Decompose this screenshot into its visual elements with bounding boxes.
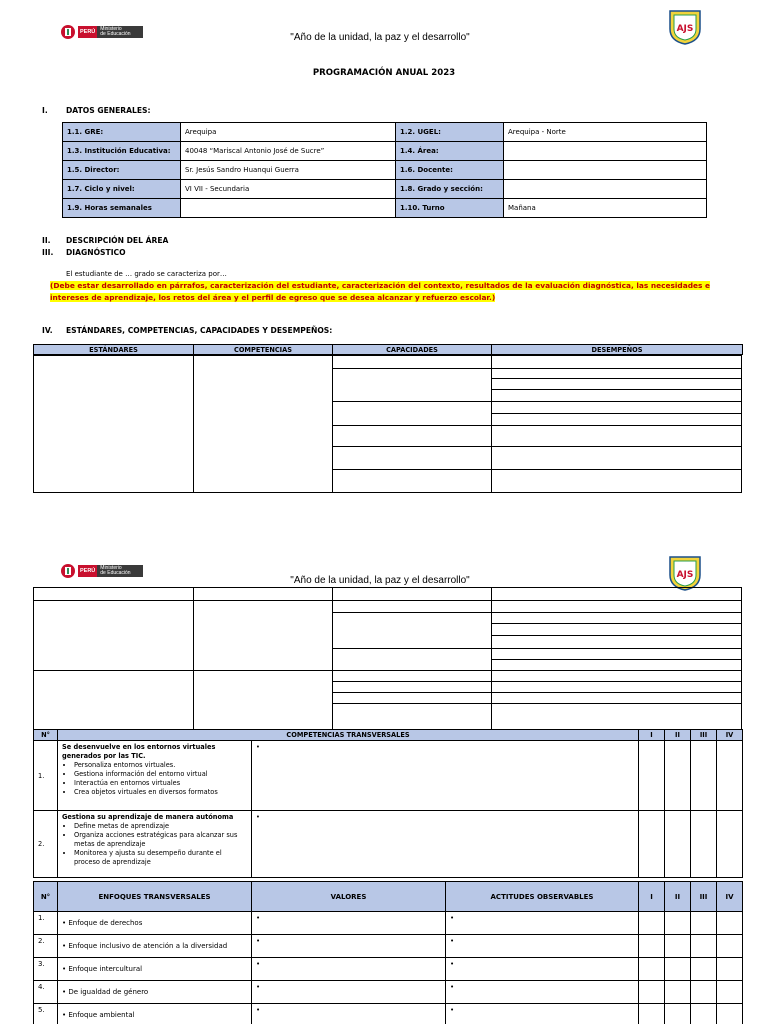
- col-capacidades: CAPACIDADES: [333, 345, 492, 355]
- competency-description: [58, 741, 252, 811]
- capacidad-cell: [332, 355, 492, 369]
- bimester-cell: [691, 958, 717, 981]
- bimester-cell: [665, 958, 691, 981]
- bimester-cell: [691, 741, 717, 811]
- col-competencias-transversales: COMPETENCIAS TRANSVERSALES: [58, 730, 639, 741]
- standards-cell: [33, 600, 194, 671]
- value-cell: •: [252, 981, 446, 1004]
- value-cell: •: [252, 1004, 446, 1024]
- col-bim-iv: IV: [717, 882, 743, 912]
- desempeno-cell: [491, 469, 742, 493]
- col-actitudes: ACTITUDES OBSERVABLES: [446, 882, 639, 912]
- bimester-cell: [691, 935, 717, 958]
- ministry-logo: [60, 563, 144, 579]
- school-logo-text: AJS: [676, 24, 694, 34]
- capacity-item: • Gestiona información del entorno virtual: [74, 770, 247, 779]
- col-bim-i: I: [639, 730, 665, 741]
- datos-value: Mañana: [504, 199, 707, 218]
- bimester-cell: [639, 811, 665, 878]
- standards-cell: [33, 355, 194, 493]
- competencias-cell: [193, 587, 333, 601]
- school-logo-text: AJS: [676, 570, 694, 580]
- school-crest-icon: [668, 555, 702, 591]
- bimester-cell: [691, 981, 717, 1004]
- bimester-cell: [691, 811, 717, 878]
- col-num: N°: [34, 730, 58, 741]
- capacidad-cell: [332, 446, 492, 470]
- capacity-item: • Organiza acciones estratégicas para alcanzar sus metas de aprendizaje: [74, 831, 247, 849]
- datos-value: Sr. Jesús Sandro Huanqui Guerra: [181, 161, 396, 180]
- ministry-name: Ministerio de Educación: [97, 565, 143, 577]
- datos-label: 1.3. Institución Educativa:: [63, 142, 181, 161]
- approach-name: [58, 1004, 252, 1024]
- standards-grid: [33, 355, 742, 493]
- datos-label: 1.7. Ciclo y nivel:: [63, 180, 181, 199]
- datos-row: [63, 199, 707, 218]
- approach-name: [58, 912, 252, 935]
- transversal-row: [34, 811, 743, 878]
- bimester-cell: [639, 741, 665, 811]
- peru-label: PERÚ: [78, 26, 97, 38]
- approach-row: [34, 958, 743, 981]
- section-i-heading: I. DATOS GENERALES:: [42, 106, 151, 115]
- transversal-approaches-table: [33, 881, 743, 1024]
- bimester-cell: [665, 811, 691, 878]
- capacity-item: • Define metas de aprendizaje: [74, 822, 247, 831]
- standards-table-header: [33, 344, 743, 355]
- capacity-item: • Monitorea y ajusta su desempeño durante el proceso de aprendizaje: [74, 849, 247, 867]
- bimester-cell: [665, 1004, 691, 1024]
- desempeno-cell: [491, 355, 742, 369]
- approach-row: [34, 912, 743, 935]
- competency-title: Se desenvuelve en los entornos virtuales generados por las TIC.: [62, 743, 216, 760]
- bimester-cell: [717, 935, 743, 958]
- approach-name: [58, 958, 252, 981]
- bullet-cell: •: [252, 741, 639, 811]
- capacity-item: • Crea objetos virtuales en diversos formatos: [74, 788, 247, 797]
- competency-description: [58, 811, 252, 878]
- document-title: PROGRAMACIÓN ANUAL 2023: [312, 68, 456, 78]
- datos-label: 1.5. Director:: [63, 161, 181, 180]
- col-bim-iii: III: [691, 882, 717, 912]
- datos-value: [504, 161, 707, 180]
- capacidad-cell: [332, 587, 492, 601]
- page-1: [0, 0, 768, 510]
- col-valores: VALORES: [252, 882, 446, 912]
- bullet: •: [62, 1011, 69, 1019]
- capacidad-cell: [332, 368, 492, 402]
- bimester-cell: [665, 912, 691, 935]
- transversal-row: [34, 741, 743, 811]
- school-crest-icon: [668, 9, 702, 45]
- col-estandares: ESTÁNDARES: [34, 345, 194, 355]
- bimester-cell: [717, 958, 743, 981]
- value-cell: •: [252, 912, 446, 935]
- datos-value: VI VII - Secundaria: [181, 180, 396, 199]
- attitude-cell: •: [446, 1004, 639, 1024]
- desempeno-cell: [491, 446, 742, 470]
- attitude-cell: •: [446, 912, 639, 935]
- approach-label: Enfoque inclusivo de atención a la diversidad: [68, 942, 228, 950]
- row-number: 1.: [34, 912, 58, 935]
- bimester-cell: [717, 912, 743, 935]
- value-cell: •: [252, 935, 446, 958]
- year-motto: "Año de la unidad, la paz y el desarrollo": [290, 575, 470, 586]
- attitude-cell: •: [446, 981, 639, 1004]
- col-bim-i: I: [639, 882, 665, 912]
- desempeno-cell: [491, 703, 742, 730]
- datos-row: [63, 142, 707, 161]
- datos-label: 1.6. Docente:: [396, 161, 504, 180]
- approach-row: [34, 935, 743, 958]
- bullet: •: [62, 965, 69, 973]
- bullet: •: [62, 988, 69, 996]
- bimester-cell: [691, 1004, 717, 1024]
- capacidad-cell: [332, 648, 492, 671]
- datos-value: [504, 180, 707, 199]
- bimester-cell: [717, 981, 743, 1004]
- datos-value: [181, 199, 396, 218]
- bimester-cell: [639, 958, 665, 981]
- row-number: 2.: [34, 811, 58, 878]
- row-number: 1.: [34, 741, 58, 811]
- approach-row: [34, 1004, 743, 1024]
- capacity-item: • Personaliza entornos virtuales.: [74, 761, 247, 770]
- competency-title: Gestiona su aprendizaje de manera autónoma: [62, 813, 234, 821]
- diagnostic-intro: El estudiante de … grado se caracteriza por…: [66, 270, 227, 278]
- row-number: 4.: [34, 981, 58, 1004]
- datos-label: 1.10. Turno: [396, 199, 504, 218]
- approach-label: De igualdad de género: [68, 988, 149, 996]
- datos-label: 1.4. Área:: [396, 142, 504, 161]
- datos-label: 1.1. GRE:: [63, 123, 181, 142]
- col-desempenos: DESEMPEÑOS: [492, 345, 743, 355]
- row-number: 2.: [34, 935, 58, 958]
- datos-row: [63, 180, 707, 199]
- approach-name: [58, 981, 252, 1004]
- capacidad-cell: [332, 469, 492, 493]
- diagnostic-instruction-note: (Debe estar desarrollado en párrafos, caracterización del estudiante, caracterización del contexto, resultados de la evaluación diagnóstica, las necesidades e intereses de aprendizaje, los retos del área y el perfil de egreso que se desea alcanzar y refuerzo escolar.): [50, 281, 710, 302]
- value-cell: •: [252, 958, 446, 981]
- bimester-cell: [639, 935, 665, 958]
- approach-name: [58, 935, 252, 958]
- competencias-cell: [193, 355, 333, 493]
- standards-grid-continued: [33, 587, 742, 730]
- bimester-cell: [639, 1004, 665, 1024]
- section-iii-heading: III. DIAGNÓSTICO: [42, 248, 126, 257]
- bullet-cell: •: [252, 811, 639, 878]
- capacidad-cell: [332, 612, 492, 649]
- peru-coat-of-arms-icon: [60, 24, 76, 40]
- datos-value: Arequipa - Norte: [504, 123, 707, 142]
- datos-label: 1.8. Grado y sección:: [396, 180, 504, 199]
- competencias-cell: [193, 670, 333, 730]
- peru-label: PERÚ: [78, 565, 97, 577]
- bimester-cell: [639, 981, 665, 1004]
- standards-cell: [33, 587, 194, 601]
- capacity-item: • Interactúa en entornos virtuales: [74, 779, 247, 788]
- bimester-cell: [717, 741, 743, 811]
- ministry-logo: [60, 24, 144, 40]
- col-bim-ii: II: [665, 882, 691, 912]
- desempeno-cell: [491, 587, 742, 601]
- competencias-cell: [193, 600, 333, 671]
- bullet: •: [62, 919, 69, 927]
- col-num: N°: [34, 882, 58, 912]
- col-bim-iv: IV: [717, 730, 743, 741]
- attitude-cell: •: [446, 958, 639, 981]
- bullet: •: [62, 942, 69, 950]
- col-bim-iii: III: [691, 730, 717, 741]
- datos-label: 1.2. UGEL:: [396, 123, 504, 142]
- datos-value: [504, 142, 707, 161]
- transversal-competencies-table: [33, 729, 743, 878]
- approach-label: Enfoque ambiental: [68, 1011, 135, 1019]
- datos-label: 1.9. Horas semanales: [63, 199, 181, 218]
- capacidad-cell: [332, 425, 492, 447]
- col-enfoques: ENFOQUES TRANSVERSALES: [58, 882, 252, 912]
- bimester-cell: [717, 811, 743, 878]
- bimester-cell: [665, 935, 691, 958]
- capacity-list: [74, 822, 247, 867]
- general-data-table: [62, 122, 707, 218]
- row-number: 5.: [34, 1004, 58, 1024]
- datos-row: [63, 123, 707, 142]
- desempeno-cell: [491, 425, 742, 447]
- col-competencias: COMPETENCIAS: [194, 345, 333, 355]
- section-iv-heading: IV. ESTÁNDARES, COMPETENCIAS, CAPACIDADES Y DESEMPEÑOS:: [42, 326, 333, 335]
- approach-label: Enfoque intercultural: [68, 965, 143, 973]
- col-bim-ii: II: [665, 730, 691, 741]
- desempeno-cell: [491, 635, 742, 649]
- ministry-name: Ministerio de Educación: [97, 26, 143, 38]
- attitude-cell: •: [446, 935, 639, 958]
- capacidad-cell: [332, 401, 492, 426]
- bimester-cell: [691, 912, 717, 935]
- bimester-cell: [717, 1004, 743, 1024]
- year-motto: "Año de la unidad, la paz y el desarrollo": [290, 32, 470, 43]
- row-number: 3.: [34, 958, 58, 981]
- peru-coat-of-arms-icon: [60, 563, 76, 579]
- datos-row: [63, 161, 707, 180]
- standards-cell: [33, 670, 194, 730]
- bimester-cell: [665, 981, 691, 1004]
- approach-label: Enfoque de derechos: [68, 919, 143, 927]
- capacidad-cell: [332, 703, 492, 730]
- section-ii-heading: II. DESCRIPCIÓN DEL ÁREA: [42, 236, 169, 245]
- bimester-cell: [639, 912, 665, 935]
- datos-value: 40048 “Mariscal Antonio José de Sucre”: [181, 142, 396, 161]
- datos-value: Arequipa: [181, 123, 396, 142]
- approach-row: [34, 981, 743, 1004]
- capacity-list: [74, 761, 247, 797]
- bimester-cell: [665, 741, 691, 811]
